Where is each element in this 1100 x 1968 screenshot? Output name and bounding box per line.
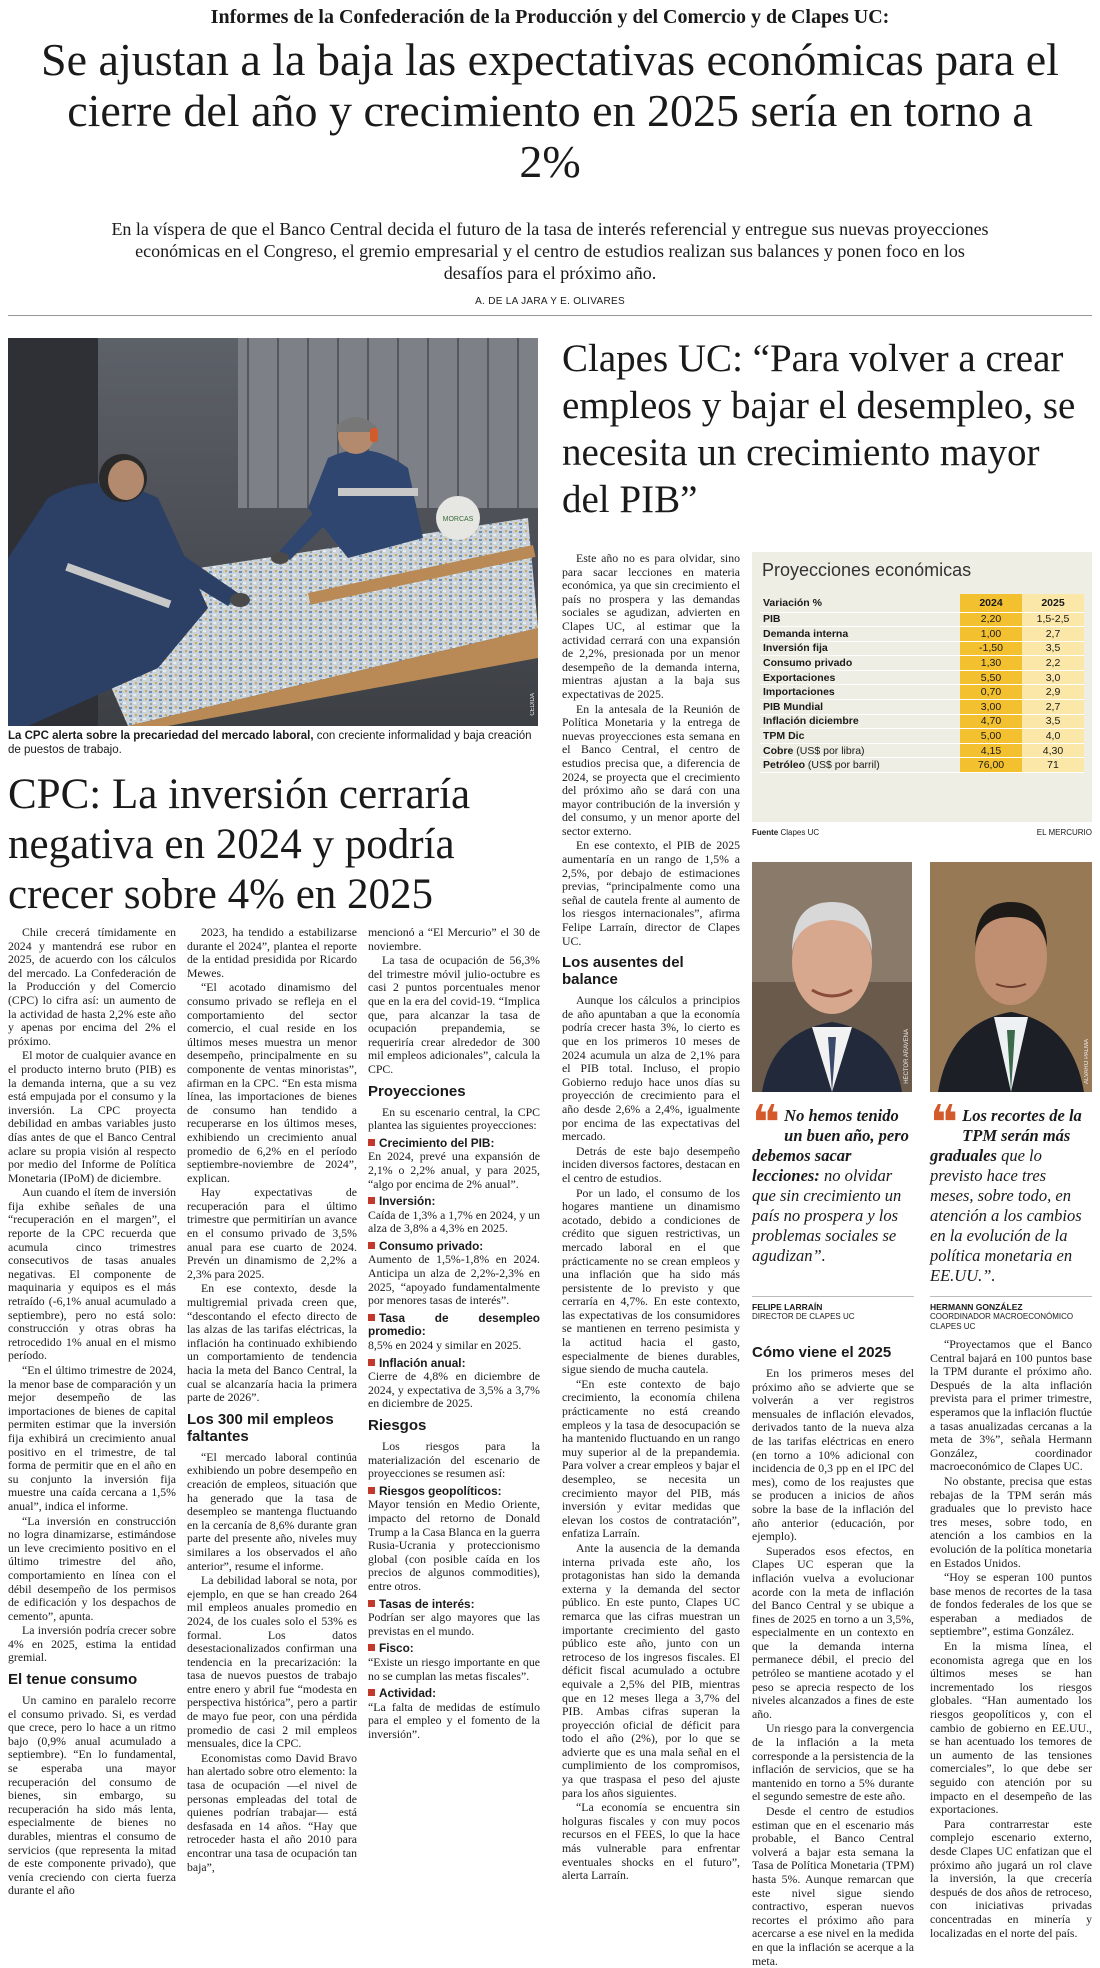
table-cell-2024: 76,00 <box>960 758 1022 773</box>
table-row-label <box>760 627 960 642</box>
caption-bold: La CPC alerta sobre la precariedad del mercado laboral, <box>8 730 314 742</box>
paragraph: En ese contexto, el PIB de 2025 aumentaría en un rango de 1,5% a 2,5%, por debajo de estimaciones previas, “principalmente como una señal de cautela frente al aumento de los riesgos internacionales”, afirma Felipe Larraín, director de Clapes UC. <box>562 838 740 948</box>
bullet-square-icon <box>368 1689 375 1696</box>
table-cell-2025: 71 <box>1022 758 1084 773</box>
paragraph: Economistas como David Bravo han alertado sobre otro elemento: la tasa de ocupación —el nivel de personas empleadas del total de quienes podrían trabajar— está desfasada en 14 años. “Hay que retroceder hasta el año 2010 para encontrar una tasa de ocupación tan baja”, <box>187 1750 357 1874</box>
paragraph: Detrás de este bajo desempeño inciden diversos factores, destacan en el centro de estudios. <box>562 1143 740 1185</box>
bullet-item <box>368 1642 540 1683</box>
bullet-item <box>368 1357 540 1411</box>
table-row-label <box>760 714 960 729</box>
table-row <box>760 729 1084 744</box>
bullet-key: Riesgos geopolíticos: <box>379 1483 502 1498</box>
paragraph: Un camino en paralelo recorre el consumo privado. Si, es verdad que crece, pero lo hace a un ritmo bajo (0,9% anual acumulado a septiembre). “En lo fundamental, se esperaba una mayor recuperación del consumo de bienes, sin embargo, su recuperación ha sido más lenta, especialmente de bienes no durables, mientras el consumo de servicios (que representa la mitad de este componente privado), que venía creciendo con cierta fuerza durante el año <box>8 1693 176 1898</box>
portrait-larrain <box>752 862 912 1092</box>
photo-credit-larrain: HÉCTOR ARAVENA <box>904 1029 910 1084</box>
paragraph: “Proyectamos que el Banco Central bajará en 100 puntos base la TPM durante el próximo año. Después de la alta inflación prevista para el primer trimestre, esperamos que la inflación fluctúe a tasas anualizadas cercanas a la meta de 3%”, señala Hermann González, coordinador macroeconómico de Clapes UC. <box>930 1337 1092 1474</box>
photo-credit-gonzalez: ALVARO PALMA <box>1084 1038 1090 1084</box>
clapes-column-2 <box>752 1338 914 1968</box>
table-footer <box>752 828 1092 837</box>
table-cell-2025: 2,7 <box>1022 700 1084 715</box>
clapes-headline: Clapes UC: “Para volver a crear empleos y bajar el desempleo, se necesita un crecimiento mayor del PIB” <box>562 337 1076 521</box>
headline: Se ajustan a la baja las expectativas económicas para el cierre del año y crecimiento en 2025 sería en torno a 2% <box>41 34 1059 187</box>
paragraph: “La economía se encuentra sin holguras fiscales y con muy pocos recursos en el FEES, lo que la hace más vulnerable para enfrentar eventuales shocks en el futuro”, alerta Larraín. <box>562 1800 740 1883</box>
table-cell-2025: 3,0 <box>1022 670 1084 685</box>
table-row <box>760 656 1084 671</box>
row-label-text: TPM Dic <box>763 730 805 743</box>
bullet-text: Cierre de 4,8% en diciembre de 2024, y expectativa de 3,5% a 3,7% en diciembre de 2025. <box>368 1369 540 1411</box>
paragraph: “El mercado laboral continúa exhibiendo un pobre desempeño en creación de empleos, situación que ha generado que la tasa de desempleo se mantenga fluctuando en la cercanía de 8,6% durante gran parte del presente año, niveles muy similares a los observados el año anterior”, resume el informe. <box>187 1449 357 1573</box>
table-cell-2025: 3,5 <box>1022 641 1084 656</box>
portrait-gonzalez-illustration <box>930 862 1092 1092</box>
bullet-key: Consumo privado: <box>379 1238 484 1253</box>
row-label-text: Inflación diciembre <box>763 715 859 728</box>
row-label-text: Petróleo <box>763 759 806 772</box>
machine-label: MORCAS <box>442 516 474 523</box>
table-cell-2025: 3,5 <box>1022 714 1084 729</box>
byline: A. DE LA JARA Y E. OLIVARES <box>475 296 625 307</box>
table-cell-2024: -1,50 <box>960 641 1022 656</box>
bullet-item <box>368 1485 540 1594</box>
deck: En la víspera de que el Banco Central decida el futuro de la tasa de interés referencial y entregue sus nuevas proyecciones económicas en el Congreso, el gremio empresarial y el centro de estudios realizan sus balances y ponen foco en los desafíos para el próximo año. <box>111 219 989 283</box>
bullet-item <box>368 1598 540 1639</box>
table-cell-2025: 2,2 <box>1022 656 1084 671</box>
paragraph: 2023, ha tendido a estabilizarse durante el 2024”, plantea el reporte de la entidad presidida por Ricardo Mewes. <box>187 925 357 980</box>
quote-1-bold: No hemos tenido un buen año, pero debemos sacar lecciones: <box>752 1106 909 1185</box>
paragraph: La inversión podría crecer sobre 4% en 2025, estima la entidad gremial. <box>8 1623 176 1665</box>
bullet-square-icon <box>368 1359 375 1366</box>
projections-table-box <box>752 552 1092 822</box>
bullet-item <box>368 1137 540 1191</box>
paragraph: No obstante, precisa que estas rebajas de la TPM serán más graduales que lo previsto hace tres meses, sobre todo, en atención a los cambios en la evolución de la política monetaria en Estados Unidos. <box>930 1473 1092 1570</box>
paragraph: La debilidad laboral se nota, por ejemplo, en que se han creado 264 mil empleos anuales promedio en 2024, de los cuales solo el 53% es formal. Los datos desestacionalizados confirman una tendencia en la precarización: la tasa de nuevos puestos de trabajo entre enero y abril fue “modesta en perspectiva histórica”, pero a partir de mayo fue peor, con una pérdida promedio de casi 2 mil empleos mensuales, dice la CPC. <box>187 1573 357 1751</box>
paragraph: Por un lado, el consumo de los hogares mantiene un dinamismo acotado, debido a condiciones de crédito que siguen restrictivas, un mercado laboral en el que prácticamente no se crean empleos y una inflación que ha sido más persistente de lo previsto y que cerraría en 4,7%. En este contexto, las expectativas de los consumidores se mantienen en terreno pesimista y la actitud hacia el gasto, especialmente de bienes durables, sigue siendo de mucha cautela. <box>562 1185 740 1377</box>
bullet-text: “La falta de medidas de estímulo para el empleo y el fomento de la inversión”. <box>368 1699 540 1741</box>
subheading: Riesgos <box>368 1417 427 1434</box>
quote-1-name: FELIPE LARRAÍN <box>752 1302 823 1312</box>
table-cell-2025: 1,5-2,5 <box>1022 612 1084 627</box>
row-label-text: Consumo privado <box>763 657 853 670</box>
quote-1-rule <box>752 1296 914 1297</box>
paper-name: EL MERCURIO <box>1036 828 1092 837</box>
row-unit-text: (US$ por barril) <box>805 759 880 772</box>
bullet-text: En 2024, prevé una expansión de 2,1% o 2,2% anual, y para 2025, “algo por encima de 2% anual”. <box>368 1149 540 1191</box>
workers-sorting-illustration <box>8 338 538 726</box>
table-cell-2024: 5,50 <box>960 670 1022 685</box>
paragraph: El motor de cualquier avance en el producto interno bruto (PIB) es la demanda interna, que a su vez está empujada por el consumo y la inversión. La CPC proyecta debilidad en ambas variables justo días antes de que el Banco Central aclare su propia visión al respecto por medio del Informe de Política Monetaria (IPoM) de diciembre. <box>8 1048 176 1185</box>
table-row-label <box>760 641 960 656</box>
table-row-label <box>760 685 960 700</box>
row-label-text: PIB Mundial <box>763 700 824 713</box>
clapes-column-3 <box>930 1337 1092 1940</box>
bullet-key: Inversión: <box>379 1194 436 1209</box>
paragraph: Aunque los cálculos a principios de año apuntaban a que la economía podría crecer hasta 3%, lo cierto es que en los primeros 10 meses de 2024 acumula un alza de 2,1% para el PIB total. Incluso, el propio Gobierno redujo hace unos días su proyección de crecimiento para el año desde 2,6% a 2,4%, igualmente por encima de las expectativas del mercado. <box>562 993 740 1144</box>
bullet-square-icon <box>368 1197 375 1204</box>
row-label-text: Cobre <box>763 744 794 757</box>
quote-2-role: COORDINADOR MACROECONÓMICO CLAPES UC <box>930 1312 1074 1331</box>
projections-table <box>760 594 1084 773</box>
bullet-key: Tasa de desempleo promedio: <box>368 1310 540 1339</box>
paragraph: Los riesgos para la materialización del escenario de proyecciones se resumen así: <box>368 1439 540 1481</box>
bullet-text: 8,5% en 2024 y similar en 2025. <box>368 1338 522 1353</box>
bullet-square-icon <box>368 1487 375 1494</box>
table-row <box>760 612 1084 627</box>
photo-credit: CEDIDA <box>530 693 536 716</box>
paragraph: Chile crecerá tímidamente en 2024 y mantendrá ese rubor en 2025, de acuerdo con los cálculos del mercado. La Confederación de la Producción y del Comercio (CPC) lo cifra así: un aumento de la actividad de hasta 2,2% este año y apenas por encima del 2% el próximo. <box>8 925 176 1048</box>
subheading: El tenue consumo <box>8 1671 138 1689</box>
cpc-headline: CPC: La inversión cerraría negativa en 2024 y podría crecer sobre 4% en 2025 <box>8 771 471 918</box>
bullet-square-icon <box>368 1242 375 1249</box>
table-row-label <box>760 656 960 671</box>
quote-2-name: HERMANN GONZÁLEZ <box>930 1302 1023 1312</box>
table-source <box>752 828 819 837</box>
table-row-label <box>760 700 960 715</box>
main-photo <box>8 338 538 726</box>
table-row-label <box>760 743 960 758</box>
table-row <box>760 700 1084 715</box>
paragraph: La tasa de ocupación de 56,3% del trimestre móvil julio-octubre es casi 2 puntos porcentuales menor que en la era del covid-19. “Implica que, para alcanzar la tasa de ocupación prepandemia, se requeriría crear alrededor de 300 mil empleos adicionales”, calcula la CPC. <box>368 953 540 1076</box>
table-row <box>760 627 1084 642</box>
paragraph: “El acotado dinamismo del consumo privado se refleja en el comportamiento del sector comercio, el cual reside en los últimos meses muestra un menor desempeño, principalmente en su componente de ventas minoristas”, afirman en la CPC. “En esta misma línea, las importaciones de bienes de consumo han tendido a recuperarse en los últimos meses, exhibiendo un crecimiento anual promedio de 6,2% en el período septiembre-noviembre de 2024”, explican. <box>187 980 357 1185</box>
pull-quote-gonzalez <box>930 1095 1092 1286</box>
bullet-key: Actividad: <box>379 1686 437 1701</box>
table-row-label <box>760 670 960 685</box>
cpc-column-3 <box>368 926 540 1916</box>
table-cell-2025: 4,0 <box>1022 729 1084 744</box>
paragraph: “En el último trimestre de 2024, la menor base de comparación y un mejor desempeño de las importaciones de bienes de capital permiten estimar que la inversión fija exhibirá un crecimiento anual positivo en el trimestre, de tal forma de permitir que en el año en su conjunto la inversión fija muestre una caída cercana a 1,5% anual”, indica el informe. <box>8 1363 176 1513</box>
table-title: Proyecciones económicas <box>762 560 972 580</box>
table-row <box>760 641 1084 656</box>
table-cell-2024: 3,00 <box>960 700 1022 715</box>
bullet-text: Caída de 1,3% a 1,7% en 2024, y un alza de 3,8% a 4,3% en 2025. <box>368 1207 540 1236</box>
bullet-key: Tasas de interés: <box>379 1596 475 1611</box>
bullet-key: Inflación anual: <box>379 1355 466 1370</box>
cpc-column-1 <box>8 926 176 1916</box>
row-label-text: PIB <box>763 613 781 626</box>
table-row <box>760 758 1084 773</box>
table-cell-2024: 5,00 <box>960 729 1022 744</box>
paragraph: Un riesgo para la convergencia de la inflación a la meta corresponde a la persistencia de la inflación de servicios, que se ha mantenido en torno a 5% durante el segundo semestre de este año. <box>752 1721 914 1804</box>
quote-2-rule <box>930 1296 1092 1297</box>
paragraph: Este año no es para olvidar, sino para sacar lecciones en materia económica, ya que sin crecimiento el país no prospera y las demandas sociales se agudizan, advierten en Clapes UC, al estimar que la actividad cerrará con una expansión de 2,2%, presionada por un menor desempeño de la demanda interna, mientras ajustan a la baja sus expectativas de 2025. <box>562 551 740 701</box>
table-cell-2024: 1,30 <box>960 656 1022 671</box>
table-source-label: Fuente <box>752 828 779 837</box>
paragraph: En los primeros meses del próximo año se advierte que se volverán a ver registros mensuales de inflación elevados, derivados tanto de la nueva alza de las tarifas eléctricas en enero (en torno a 10% adicional con incidencia de 0,3 pp en el IPC del mes), como de los reajustes que se producen a inicios de años sobre la base de la inflación del año anterior (educación, por ejemplo). <box>752 1366 914 1544</box>
paragraph: En la antesala de la Reunión de Política Monetaria y la entrega de nuevas proyecciones esta semana en el Banco Central, el centro de estudios precisa que, a diferencia de 2024, se proyecta que el crecimiento del próximo año se dará con una mayor contribución de la inversión y del consumo, y un menor aporte del sector externo. <box>562 701 740 838</box>
row-label-text: Demanda interna <box>763 627 849 640</box>
paragraph: mencionó a “El Mercurio” el 30 de noviembre. <box>368 925 540 953</box>
table-source-value: Clapes UC <box>780 828 820 837</box>
paragraph: Hay expectativas de recuperación para el último trimestre que permitirían un avance en el consumo privado de 3,5% anual para ese cuarto de 2024. Prevén un dinamismo de 2,2% a 2,3% para 2025. <box>187 1185 357 1281</box>
bullet-key: Fisco: <box>379 1641 414 1656</box>
bullet-square-icon <box>368 1139 375 1146</box>
bullet-square-icon <box>368 1644 375 1651</box>
quote-mark-icon: ❝ <box>930 1095 959 1151</box>
table-col-label: Variación % <box>760 594 960 612</box>
cpc-column-2 <box>187 926 357 1916</box>
paragraph: “En este contexto de bajo crecimiento, la economía chilena prácticamente no está creando empleos y la tasa de desocupación se ha mantenido fluctuando en un rango muy superior al de la prepandemia. Para volver a crear empleos y bajar el desempleo, se necesita un crecimiento mayor del PIB, más inversión y evitar medidas que elevan los costos de contratación”, enfatiza Larraín. <box>562 1376 740 1541</box>
table-cell-2024: 4,15 <box>960 743 1022 758</box>
bullet-item <box>368 1240 540 1308</box>
portrait-larrain-illustration <box>752 862 912 1092</box>
row-label-text: Inversión fija <box>763 642 828 655</box>
quote-mark-icon: ❝ <box>752 1095 781 1151</box>
table-row-label <box>760 758 960 773</box>
clapes-column-1 <box>562 552 740 1918</box>
table-row-label <box>760 729 960 744</box>
bullet-text: Mayor tensión en Medio Oriente, impacto del retorno de Donald Trump a la Casa Blanca en la guerra Rusia-Ucrania y proteccionismo global (con posible caída en los precios de algunos commodities), entre otros. <box>368 1497 540 1593</box>
quote-2-bold: Los recortes de la TPM serán más graduales <box>930 1106 1082 1165</box>
quote-1-role: DIRECTOR DE CLAPES UC <box>752 1312 855 1321</box>
table-header-row <box>760 594 1084 612</box>
table-cell-2025: 2,9 <box>1022 685 1084 700</box>
row-label-text: Importaciones <box>763 686 835 699</box>
paragraph: “Hoy se esperan 100 puntos base menos de recortes de la tasa de fondos federales de los que se esperaban a mediados de septiembre”, estima González. <box>930 1570 1092 1639</box>
table-cell-2024: 0,70 <box>960 685 1022 700</box>
bullet-text: “Existe un riesgo importante en que no se cumplan las metas fiscales”. <box>368 1654 540 1683</box>
table-year-2025: 2025 <box>1022 594 1084 612</box>
table-row <box>760 685 1084 700</box>
table-cell-2025: 2,7 <box>1022 627 1084 642</box>
table-year-2024: 2024 <box>960 594 1022 612</box>
table-cell-2024: 2,20 <box>960 612 1022 627</box>
paragraph: Aun cuando el ítem de inversión fija exhibe señales de una “recuperación en el margen”, el reporte de la CPC recuerda que acumula cinco trimestres consecutivos de tasas anuales negativas. El componente de maquinaria y equipos es el más retraído (-6,1% anual acumulado a septiembre), pero no está solo: construcción y otras obras ha retrocedido 1% anual en el mismo período. <box>8 1185 176 1363</box>
paragraph: Para contrarrestar este complejo escenario externo, desde Clapes UC enfatizan que el próximo año jugará un rol clave la inversión, la que crecería después de dos años de retroceso, con iniciativas privadas concentradas en minería y localizadas en el norte del país. <box>930 1816 1092 1940</box>
bullet-square-icon <box>368 1600 375 1607</box>
header-rule <box>8 315 1092 316</box>
quote-2-rest: que lo previsto hace tres meses, sobre todo, en atención a los cambios en la evolución de la política monetaria en EE.UU.”. <box>930 1146 1082 1285</box>
subheading: Los ausentes del balance <box>562 954 684 989</box>
table-cell-2024: 1,00 <box>960 627 1022 642</box>
row-label-text: Exportaciones <box>763 671 836 684</box>
bullet-text: Podrían ser algo mayores que las previstas en el mundo. <box>368 1610 540 1638</box>
photo-caption <box>8 730 538 757</box>
bullet-item <box>368 1195 540 1236</box>
table-row <box>760 743 1084 758</box>
paragraph: En ese contexto, desde la multigremial privada creen que, “descontando el efecto directo de las alzas de las tarifas eléctricas, la inflación ha continuado exhibiendo un comportamiento de tendencia hacia la meta del Banco Central, la cual se alcanzaría hacia la primera parte de 2026”. <box>187 1281 357 1405</box>
bullet-item <box>368 1312 540 1353</box>
table-row <box>760 714 1084 729</box>
pull-quote-larrain <box>752 1095 914 1266</box>
caption-rest: con creciente informalidad y baja creación de puestos de trabajo. <box>8 730 532 756</box>
table-row-label <box>760 612 960 627</box>
portrait-gonzalez <box>930 862 1092 1092</box>
bullet-square-icon <box>368 1314 375 1321</box>
paragraph: Ante la ausencia de la demanda interna privada este año, los protagonistas han sido la demanda externa y la demanda del sector público. En este punto, Clapes UC remarca que las cifras muestran un importante crecimiento del gasto público este año, junto con un retroceso de los ingresos fiscales. El déficit fiscal acumulado a octubre equivale a 2,5% del PIB, mientras que en 12 meses llega a 3,7% del PIB. Ambas cifras superan la proyección oficial de déficit para todo el año (2%), por lo que se advierte que es una mala señal en el cumplimiento de los compromisos, ya que traspasa el peso del ajuste para los años siguientes. <box>562 1540 740 1800</box>
bullet-text: Aumento de 1,5%-1,8% en 2024. Anticipa un alza de 2,2%-2,3% en 2025, “apoyado fundamentalmente por menores tasas de interés”. <box>368 1252 540 1308</box>
paragraph: En la misma línea, el economista agrega que en los últimos meses se han incrementado los riesgos globales. “Han aumentado los riesgos geopolíticos y, con el cambio de gobierno en EE.UU., se han acentuado los temores de un aumento de las tensiones comerciales”, lo que debe ser seguido con atención por su impacto en el desempeño de las exportaciones. <box>930 1639 1092 1817</box>
paragraph: Desde el centro de estudios estiman que en el escenario más probable, el Banco Central volverá a bajar esta semana la Tasa de Política Monetaria (TPM) hasta 5%. Aunque remarcan que este nivel sigue siendo contractivo, esperan nuevos recortes el próximo año para acercarse a ese nivel en la medida en que la inflación se acerque a la meta. <box>752 1804 914 1968</box>
row-unit-text: (US$ por libra) <box>793 744 865 757</box>
table-cell-2024: 4,70 <box>960 714 1022 729</box>
kicker: Informes de la Confederación de la Producción y del Comercio y de Clapes UC: <box>210 6 890 28</box>
subheading: Los 300 mil empleos faltantes <box>187 1410 334 1445</box>
paragraph: Superados esos efectos, en Clapes UC esperan que la inflación vuelva a evolucionar acorde con la meta de inflación del Banco Central y se ubique a fines de 2025 en torno a un 3,5%, especialmente en un contexto en que la demanda interna permanece débil, el precio del petróleo se mantiene acotado y el peso se aprecia respecto de los niveles alcanzados a fines de este año. <box>752 1543 914 1721</box>
subheading: Cómo viene el 2025 <box>752 1344 892 1361</box>
table-row <box>760 670 1084 685</box>
bullet-key: Crecimiento del PIB: <box>379 1135 495 1150</box>
paragraph: “La inversión en construcción no logra dinamizarse, estimándose un leve crecimiento positivo en el último trimestre del año, comportamiento en línea con el débil desempeño de los permisos de edificación y los despachos de cemento”, apunta. <box>8 1513 176 1623</box>
quote-1-rest: no olvidar que sin crecimiento un país no prospera y los problemas sociales se agudizan”. <box>752 1166 902 1265</box>
paragraph: En su escenario central, la CPC plantea las siguientes proyecciones: <box>368 1104 540 1133</box>
subheading: Proyecciones <box>368 1082 466 1100</box>
table-cell-2025: 4,30 <box>1022 743 1084 758</box>
bullet-item <box>368 1687 540 1741</box>
